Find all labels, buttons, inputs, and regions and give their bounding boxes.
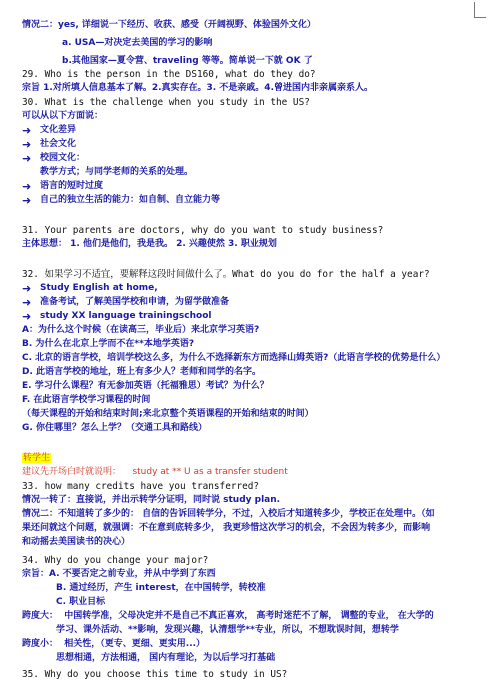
bullet-item: Study English at home, xyxy=(40,283,158,293)
arrow-bullet-icon: ➜ xyxy=(22,282,32,295)
span-text: 相关性，（更专、更细、更实用...） xyxy=(64,639,206,649)
arrow-bullet-icon: ➜ xyxy=(22,138,32,151)
text-line: F. 在此语言学校学习课程的时间 xyxy=(22,395,151,405)
text-line: a. USA—对决定去美国的学习的影响 xyxy=(62,38,213,48)
text-line: 主体思想： 1. 他们是他们，我是我。 2. 兴趣使然 3. 职业规划 xyxy=(22,239,277,249)
crop-mark xyxy=(474,2,475,18)
text-line: 果还问就这个问题，就强调：不在意到底转多少， 我更珍惜这次学习的机会，不会因为转多少，而影响 xyxy=(22,523,431,533)
section-heading xyxy=(22,452,485,465)
text-line: 和动摇去美国读书的决心） xyxy=(22,537,131,547)
text-line: 教学方式；与同学老师的关系的处理。 xyxy=(40,167,194,177)
span-label: 跨度小： xyxy=(22,639,59,649)
question-32: 32. 如果学习不适宜，要解释这段时间做什么了。What do you do for the half a year? xyxy=(22,269,430,280)
bullet-item: study XX language trainingschool xyxy=(40,311,212,321)
highlighted-heading: 转学生 xyxy=(23,453,51,463)
question-31: 31. Your parents are doctors, why do you want to study business? xyxy=(22,225,384,236)
text-line: b.其他国家—夏令营、traveling 等等。简单说一下就 OK 了 xyxy=(62,56,313,66)
span-text: 中国转学准，父母决定并不是自己不真正喜欢， 高考时迷茫不了解， 调整的专业， 在大学的 xyxy=(64,611,434,621)
arrow-bullet-icon: ➜ xyxy=(22,310,32,323)
arrow-bullet-icon: ➜ xyxy=(22,180,32,193)
span-label: 跨度大： xyxy=(22,611,59,621)
bullet-item: 社会文化 xyxy=(40,139,77,149)
question-35: 35. Why do you choose this time to study in US? xyxy=(22,669,288,680)
text-line: G. 你住哪里？怎么上学？（交通工具和路线） xyxy=(22,423,207,433)
text-line: B. 通过经历，产生 interest，在中国转学，转校准 xyxy=(56,583,266,593)
text-line: 情况二：yes, 详细说一下经历、收获、感受（开阔视野、体验国外文化） xyxy=(22,20,316,30)
text-line xyxy=(22,610,485,623)
transfer-note xyxy=(22,466,485,479)
note-label: 建议先开场白时就说明： xyxy=(22,467,122,477)
text-line: 学习、课外活动、**影响，发现兴趣，认清想学**专业，所以，不想耽误时间，想转学 xyxy=(56,625,399,635)
bullet-item: 文化差异 xyxy=(40,125,77,135)
arrow-bullet-icon: ➜ xyxy=(22,124,32,137)
question-30: 30. What is the challenge when you study in the US? xyxy=(22,97,310,108)
arrow-bullet-icon: ➜ xyxy=(22,296,32,309)
text-line xyxy=(22,638,485,651)
text-line: 思想相通，方法相通， 国内有理论，为以后学习打基础 xyxy=(56,653,276,663)
bullet-item: 校园文化： xyxy=(40,153,86,163)
text-line: D. 此语言学校的地址，班上有多少人？老师和同学的名字。 xyxy=(22,367,262,377)
text-line: B. 为什么在北京上学而不在**本地学英语? xyxy=(22,339,195,349)
text-line: E. 学习什么课程？有无参加英语（托福雅思）考试？为什么？ xyxy=(22,381,269,391)
question-33: 33. how many credits have you transferred? xyxy=(22,481,260,492)
bullet-item: 自己的独立生活的能力：如自制、自立能力等 xyxy=(40,195,221,205)
text-line: （每天课程的开始和结束时间;来北京整个英语课程的开始和结束的时间） xyxy=(22,409,314,419)
bullet-item: 准备考试，了解美国学校和申请，为留学做准备 xyxy=(40,297,230,307)
bullet-item: 语言的短时过度 xyxy=(40,181,104,191)
text-line: C. 职业目标 xyxy=(56,597,106,607)
text-line: C. 北京的语言学校，培训学校这么多，为什么不选择新东方而选择山姆英语?（此语言学校的优势是什么） xyxy=(22,353,446,363)
arrow-bullet-icon: ➜ xyxy=(22,194,32,207)
note-text: study at ** U as a transfer student xyxy=(132,467,288,477)
text-line: 情况一转了：直接说，并出示转学分证明，同时说 study plan. xyxy=(22,495,281,505)
text-line: 宗旨 1.对所填人信息基本了解。2.真实存在。3. 不是亲戚。4.曾进国内非亲属亲系人。 xyxy=(22,83,373,93)
text-line: 宗旨：A. 不要否定之前专业，并从中学到了东西 xyxy=(22,569,216,579)
arrow-bullet-icon: ➜ xyxy=(22,152,32,165)
text-line: A：为什么这个时候（在读高三，毕业后）来北京学习英语? xyxy=(22,325,260,335)
question-29: 29. Who is the person in the DS160, what do they do? xyxy=(22,69,316,80)
text-line: 情况二：不知道转了多少的： 自信的告诉回转学分，不过，入校后才知道转多少，学校正在处理中。（如 xyxy=(22,509,435,519)
text-line: 可以从以下方面说： xyxy=(22,111,104,121)
crop-mark xyxy=(474,17,486,18)
question-34: 34. Why do you change your major? xyxy=(22,555,209,566)
